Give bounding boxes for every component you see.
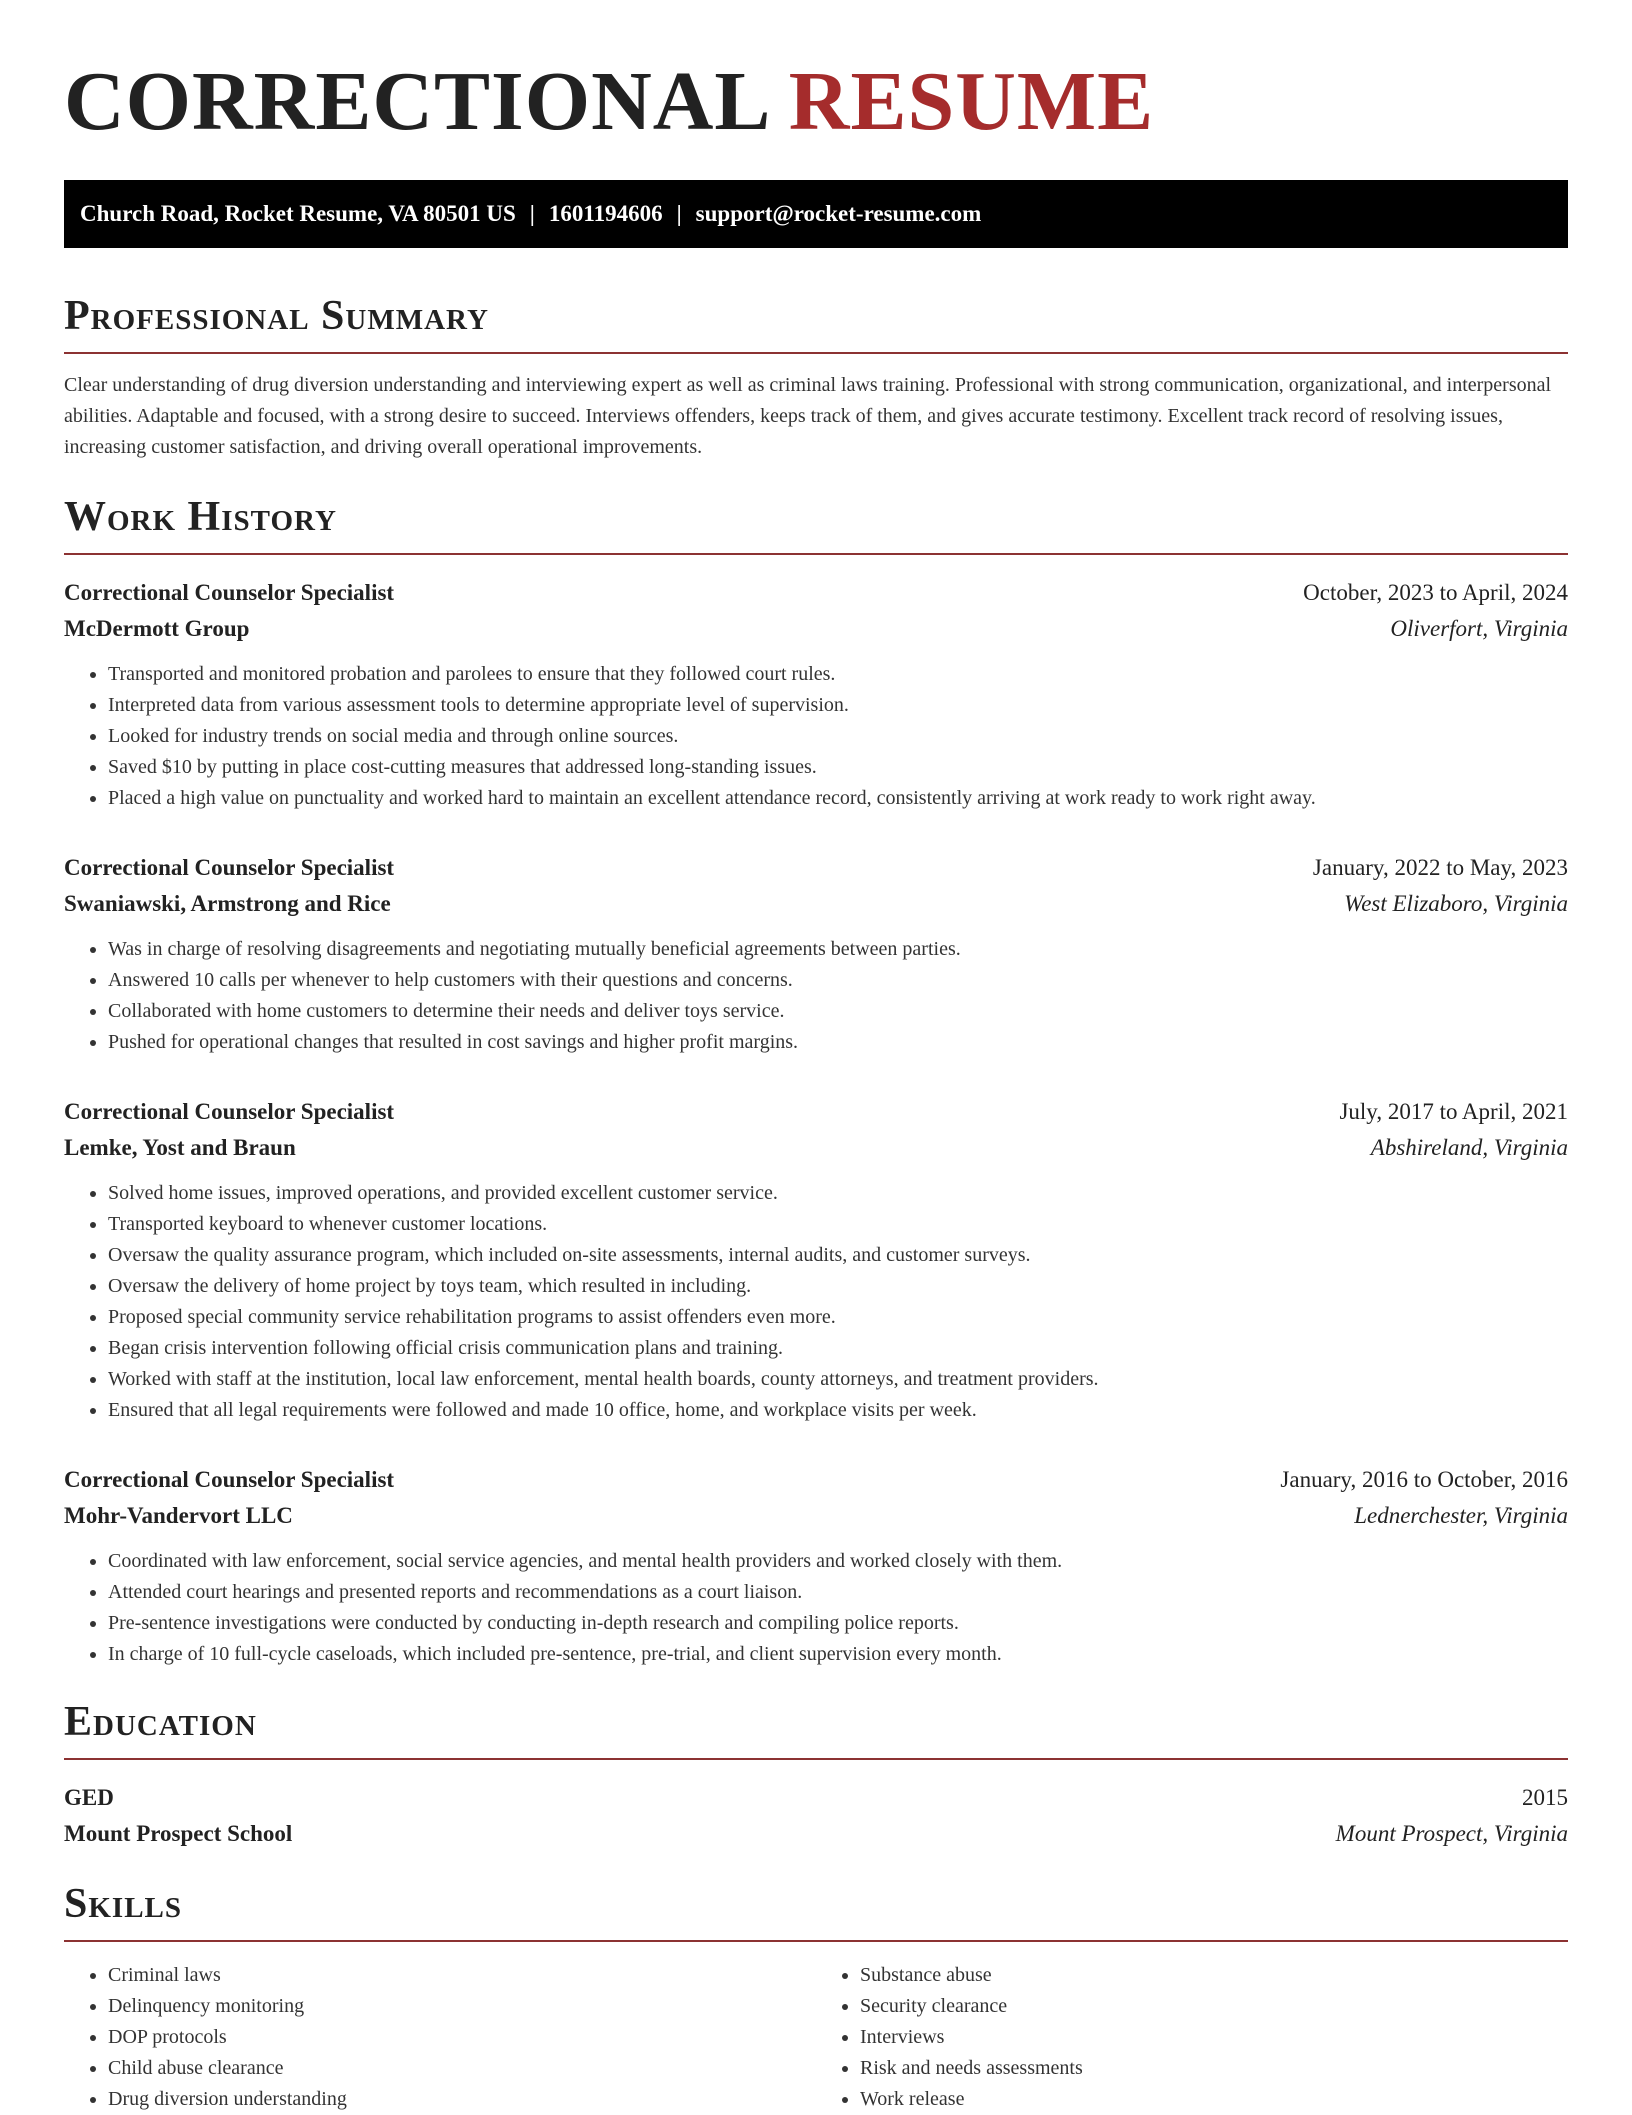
education-location: Mount Prospect, Virginia (1335, 1821, 1568, 1846)
job-role: Correctional Counselor Specialist (64, 580, 395, 605)
skill-item: • Drug diversion understanding (108, 2084, 816, 2115)
contact-address: Church Road, Rocket Resume, VA 80501 US (80, 201, 516, 226)
job-bullet: • Worked with staff at the institution, local law enforcement, mental health boards, county attorneys, and treatment providers. (108, 1364, 1568, 1395)
job-bullet: • Proposed special community service rehabilitation programs to assist offenders even more. (108, 1302, 1568, 1333)
job-bullets (64, 934, 1568, 1058)
job-dates: October, 2023 to April, 2024 (1303, 580, 1568, 605)
job-bullet: • Coordinated with law enforcement, social service agencies, and mental health providers and worked closely with them. (108, 1546, 1568, 1577)
section-title-education: Education (64, 1699, 257, 1745)
skills-column-left (64, 1960, 816, 2115)
summary-text: Clear understanding of drug diversion understanding and interviewing expert as well as criminal laws training. Professional with strong communication, organizational, and interpersonal abilities. Adaptable and focused, with a strong desire to succeed. Interviews offenders, keeps track of them, and gives accurate testimony. Excellent track record of resolving issues, increasing customer satisfaction, and driving overall operational improvements. (64, 374, 1552, 458)
section-divider (64, 1758, 1568, 1760)
job-bullet: • Answered 10 calls per whenever to help customers with their questions and concerns. (108, 965, 1568, 996)
skill-item: • Child abuse clearance (108, 2053, 816, 2084)
education-year: 2015 (1522, 1785, 1568, 1810)
job-role: Correctional Counselor Specialist (64, 855, 395, 880)
skill-item: • Criminal laws (108, 1960, 816, 1991)
job-company: McDermott Group (64, 616, 250, 641)
job-bullet: • Oversaw the delivery of home project by toys team, which resulted in including. (108, 1271, 1568, 1302)
job-bullet: • Saved $10 by putting in place cost-cutting measures that addressed long-standing issues. (108, 752, 1568, 783)
skills-column-right (816, 1960, 1568, 2115)
section-title-work-history: Work History (64, 494, 337, 540)
job-role: Correctional Counselor Specialist (64, 1467, 395, 1492)
job-location: Abshireland, Virginia (1370, 1135, 1568, 1160)
contact-phone: 1601194606 (548, 201, 663, 226)
job-subheader (64, 886, 1568, 922)
job-header (64, 575, 1568, 611)
skill-item: • Risk and needs assessments (860, 2053, 1568, 2084)
job-bullet: • Collaborated with home customers to determine their needs and deliver toys service. (108, 996, 1568, 1027)
skill-item: • Security clearance (860, 1991, 1568, 2022)
job-subheader (64, 1498, 1568, 1534)
job-dates: January, 2016 to October, 2016 (1280, 1467, 1568, 1492)
job-bullet: • Placed a high value on punctuality and worked hard to maintain an excellent attendance record, consistently arriving at work ready to work right away. (108, 783, 1568, 814)
education-school: Mount Prospect School (64, 1821, 293, 1846)
job-bullets (64, 1178, 1568, 1426)
contact-email: support@rocket-resume.com (695, 201, 982, 226)
job-dates: January, 2022 to May, 2023 (1312, 855, 1568, 880)
job-header (64, 1462, 1568, 1498)
contact-separator: | (676, 201, 682, 226)
section-divider (64, 553, 1568, 555)
job-subheader (64, 1130, 1568, 1166)
job-location: Oliverfort, Virginia (1390, 616, 1568, 641)
contact-separator: | (529, 201, 535, 226)
job-entry (64, 1094, 1568, 1426)
section-title-skills: Skills (64, 1881, 183, 1927)
job-company: Swaniawski, Armstrong and Rice (64, 891, 391, 916)
skill-item: • Substance abuse (860, 1960, 1568, 1991)
section-divider (64, 1940, 1568, 1942)
job-company: Lemke, Yost and Braun (64, 1135, 296, 1160)
contact-bar (64, 180, 1568, 248)
name-last: RESUME (788, 55, 1155, 148)
job-entry (64, 575, 1568, 814)
job-header (64, 850, 1568, 886)
job-entry (64, 1462, 1568, 1670)
job-bullet: • Transported and monitored probation and parolees to ensure that they followed court rules. (108, 659, 1568, 690)
job-bullet: • Oversaw the quality assurance program, which included on-site assessments, internal audits, and customer surveys. (108, 1240, 1568, 1271)
job-bullet: • Solved home issues, improved operations, and provided excellent customer service. (108, 1178, 1568, 1209)
job-subheader (64, 611, 1568, 647)
job-bullet: • Attended court hearings and presented reports and recommendations as a court liaison. (108, 1577, 1568, 1608)
job-bullet: • Pushed for operational changes that resulted in cost savings and higher profit margins. (108, 1027, 1568, 1058)
job-dates: July, 2017 to April, 2021 (1339, 1099, 1568, 1124)
job-bullet: • Began crisis intervention following official crisis communication plans and training. (108, 1333, 1568, 1364)
skill-item: • Interviews (860, 2022, 1568, 2053)
skill-item: • Delinquency monitoring (108, 1991, 816, 2022)
job-company: Mohr-Vandervort LLC (64, 1503, 293, 1528)
education-subheader (64, 1816, 1568, 1852)
skill-item: • DOP protocols (108, 2022, 816, 2053)
education-header (64, 1780, 1568, 1816)
job-bullet: • Ensured that all legal requirements were followed and made 10 office, home, and workplace visits per week. (108, 1395, 1568, 1426)
education-degree: GED (64, 1785, 114, 1810)
job-bullet: • Pre-sentence investigations were conducted by conducting in-depth research and compiling police reports. (108, 1608, 1568, 1639)
job-bullets (64, 659, 1568, 814)
job-bullet: • Interpreted data from various assessment tools to determine appropriate level of supervision. (108, 690, 1568, 721)
education-entry (64, 1780, 1568, 1852)
job-bullet: • Looked for industry trends on social media and through online sources. (108, 721, 1568, 752)
job-bullet: • In charge of 10 full-cycle caseloads, which included pre-sentence, pre-trial, and client supervision every month. (108, 1639, 1568, 1670)
job-bullet: • Transported keyboard to whenever customer locations. (108, 1209, 1568, 1240)
job-bullet: • Was in charge of resolving disagreements and negotiating mutually beneficial agreements between parties. (108, 934, 1568, 965)
job-header (64, 1094, 1568, 1130)
resume-name (64, 0, 1568, 152)
job-bullets (64, 1546, 1568, 1670)
job-location: Lednerchester, Virginia (1354, 1503, 1568, 1528)
job-role: Correctional Counselor Specialist (64, 1099, 395, 1124)
job-entry (64, 850, 1568, 1058)
name-first: CORRECTIONAL (64, 55, 767, 148)
section-divider (64, 352, 1568, 354)
job-location: West Elizaboro, Virginia (1344, 891, 1568, 916)
skill-item: • Work release (860, 2084, 1568, 2115)
section-title-summary: Professional Summary (64, 293, 489, 339)
skills-list (64, 1960, 1568, 2115)
